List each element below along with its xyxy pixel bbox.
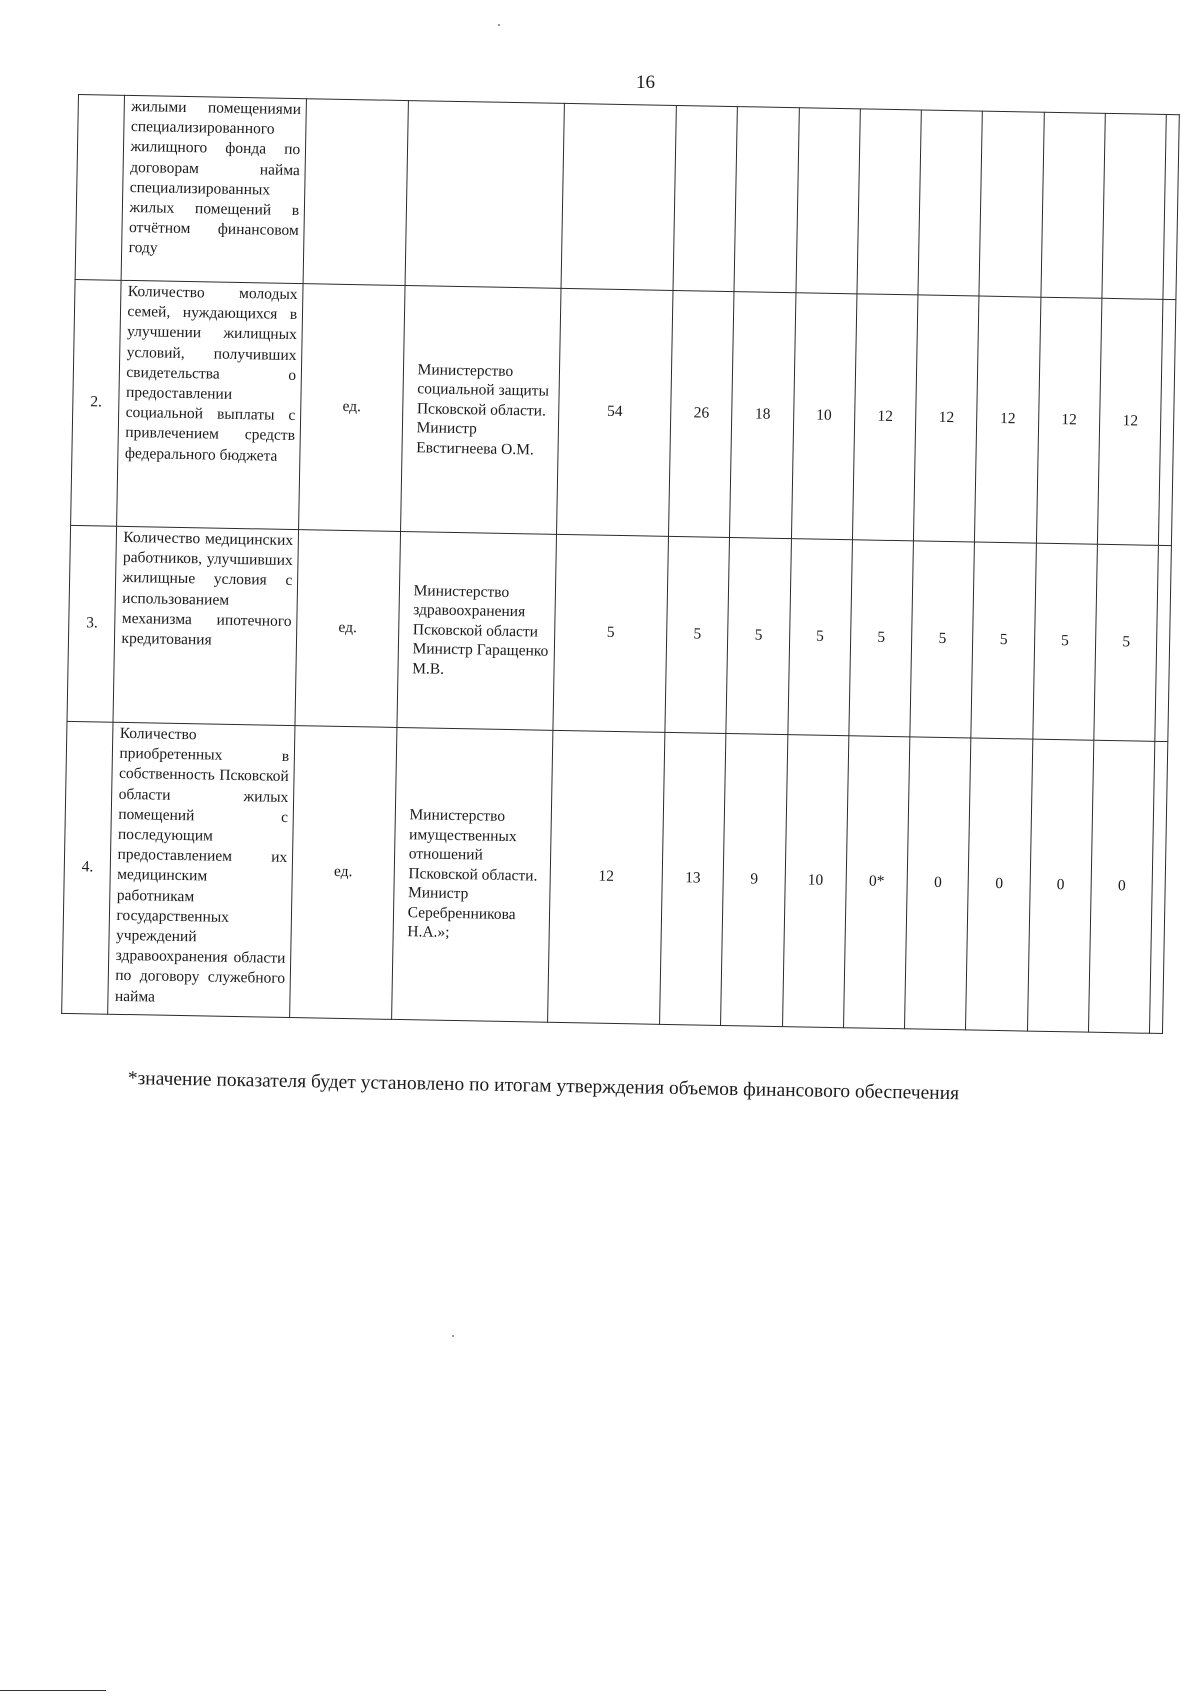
scan-edge-mark — [0, 1690, 106, 1691]
value-cell — [1163, 114, 1179, 299]
value-cell: 12 — [975, 296, 1041, 543]
unit-cell: ед. — [295, 530, 400, 728]
value-cell — [1155, 545, 1171, 741]
responsible-cell: Министерство здравоохранения Псковской области Министр Гаращенко М.В. — [397, 531, 557, 730]
row-number: 2. — [71, 279, 122, 526]
indicator-name: Количество приобретенных в собственность Псковской области жилых помещений с последующим предоставлением их медицинским работникам государственных учреждений здравоохранения области по договору служебного найма — [108, 722, 295, 1017]
value-cell: 12 — [914, 295, 980, 542]
value-cell: 5 — [553, 534, 669, 732]
value-cell: 0* — [843, 736, 910, 1029]
value-cell: 12 — [1036, 297, 1102, 544]
value-cell — [857, 109, 922, 295]
value-cell: 12 — [548, 730, 665, 1024]
value-cell: 10 — [791, 293, 857, 540]
row-number — [75, 95, 125, 281]
indicators-table — [61, 94, 1180, 1034]
table-row — [71, 279, 1176, 545]
value-cell — [734, 107, 799, 293]
page-number: 16 — [636, 72, 655, 93]
row-number: 3. — [67, 525, 117, 722]
unit-cell — [303, 99, 408, 286]
value-cell: 5 — [726, 538, 791, 735]
indicator-name: Количество медицинских работников, улучшивших жилищные условия с использованием механизма ипотечного кредитования — [113, 526, 298, 725]
table-row — [75, 95, 1179, 300]
value-cell: 5 — [1094, 544, 1159, 741]
value-cell — [979, 111, 1044, 297]
value-cell: 10 — [782, 735, 849, 1028]
value-cell: 5 — [971, 542, 1036, 739]
scan-speck — [498, 24, 500, 26]
value-cell: 5 — [665, 536, 730, 733]
value-cell — [918, 110, 983, 296]
value-cell: 5 — [849, 540, 914, 737]
value-cell: 26 — [669, 290, 735, 537]
value-cell — [561, 103, 676, 290]
value-cell: 12 — [852, 294, 918, 541]
scan-speck — [452, 1335, 454, 1337]
table-row — [67, 525, 1171, 741]
indicator-name: жилыми помещениями специализированного жилищного фонда по договорам найма специализированных жилых помещений в отчётном финансовом году — [122, 95, 307, 283]
value-cell: 0 — [1088, 740, 1155, 1033]
indicator-name: Количество молодых семей, нуждающихся в улучшении жилищных условий, получивших свидетельства о предоставлении социальной выплаты с привлечением средств федерального бюджета — [117, 280, 303, 529]
unit-cell: ед. — [290, 726, 397, 1020]
value-cell: 18 — [730, 292, 796, 539]
unit-cell: ед. — [299, 284, 405, 532]
value-cell: 5 — [1033, 543, 1098, 740]
footnote: *значение показателя будет установлено по итогам утверждения объемов финансового обеспечения — [127, 1068, 960, 1105]
value-cell: 0 — [966, 738, 1033, 1031]
value-cell — [1102, 113, 1167, 299]
responsible-cell: Министерство имущественных отношений Псковской области. Министр Серебренникова Н.А.»; — [391, 727, 553, 1022]
row-number: 4. — [62, 721, 114, 1014]
value-cell: 0 — [905, 737, 972, 1030]
table-row — [62, 721, 1168, 1033]
value-cell: 9 — [721, 733, 788, 1026]
value-cell: 5 — [910, 541, 975, 738]
responsible-cell — [405, 101, 565, 289]
value-cell — [1041, 112, 1106, 298]
value-cell — [796, 108, 861, 294]
value-cell: 54 — [557, 288, 673, 536]
value-cell: 12 — [1097, 298, 1163, 545]
value-cell: 5 — [787, 539, 852, 736]
value-cell: 13 — [660, 732, 727, 1025]
value-cell: 0 — [1027, 739, 1094, 1032]
responsible-cell: Министерство социальной защиты Псковской области. Министр Евстигнеева О.М. — [400, 286, 561, 535]
value-cell — [673, 105, 738, 291]
